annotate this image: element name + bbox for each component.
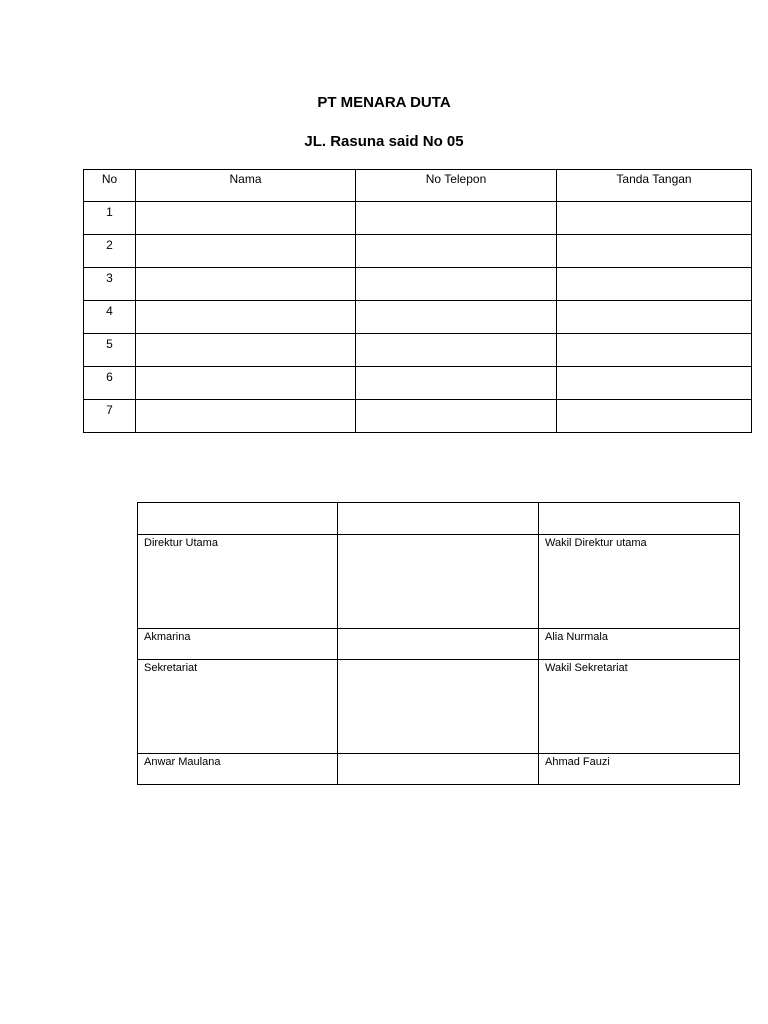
tanda-tangan-cell <box>557 235 752 268</box>
tanda-tangan-cell <box>557 301 752 334</box>
column-header-nama: Nama <box>136 170 356 202</box>
nama-cell <box>136 202 356 235</box>
attendance-header-row <box>84 170 752 202</box>
signature-blank-row <box>138 503 740 535</box>
blank-cell <box>338 754 539 785</box>
nama-cell <box>136 301 356 334</box>
tanda-tangan-cell <box>557 400 752 433</box>
row-number: 1 <box>84 202 136 235</box>
company-address: JL. Rasuna said No 05 <box>304 133 464 150</box>
table-row <box>84 235 752 268</box>
telepon-cell <box>356 400 557 433</box>
column-header-no-telepon: No Telepon <box>356 170 557 202</box>
sekretariat-title: Sekretariat <box>138 660 338 754</box>
table-row <box>84 400 752 433</box>
signature-name-row <box>138 754 740 785</box>
table-row <box>84 301 752 334</box>
telepon-cell <box>356 334 557 367</box>
column-header-tanda-tangan: Tanda Tangan <box>557 170 752 202</box>
row-number: 6 <box>84 367 136 400</box>
blank-cell <box>138 503 338 535</box>
table-row <box>84 202 752 235</box>
sekretariat-name: Anwar Maulana <box>138 754 338 785</box>
signature-title-row <box>138 660 740 754</box>
telepon-cell <box>356 367 557 400</box>
table-row <box>84 268 752 301</box>
nama-cell <box>136 400 356 433</box>
telepon-cell <box>356 268 557 301</box>
wakil-sekretariat-title: Wakil Sekretariat <box>539 660 740 754</box>
signature-name-row <box>138 629 740 660</box>
row-number: 4 <box>84 301 136 334</box>
wakil-sekretariat-name: Ahmad Fauzi <box>539 754 740 785</box>
blank-cell <box>539 503 740 535</box>
tanda-tangan-cell <box>557 202 752 235</box>
telepon-cell <box>356 235 557 268</box>
table-row <box>84 367 752 400</box>
blank-cell <box>338 660 539 754</box>
signature-title-row <box>138 535 740 629</box>
telepon-cell <box>356 301 557 334</box>
tanda-tangan-cell <box>557 268 752 301</box>
blank-cell <box>338 503 539 535</box>
table-row <box>84 334 752 367</box>
wakil-direktur-utama-title: Wakil Direktur utama <box>539 535 740 629</box>
nama-cell <box>136 235 356 268</box>
blank-cell <box>338 535 539 629</box>
tanda-tangan-cell <box>557 334 752 367</box>
row-number: 2 <box>84 235 136 268</box>
telepon-cell <box>356 202 557 235</box>
direktur-utama-name: Akmarina <box>138 629 338 660</box>
tanda-tangan-cell <box>557 367 752 400</box>
blank-cell <box>338 629 539 660</box>
signature-table <box>137 502 740 785</box>
nama-cell <box>136 268 356 301</box>
wakil-direktur-utama-name: Alia Nurmala <box>539 629 740 660</box>
nama-cell <box>136 334 356 367</box>
row-number: 5 <box>84 334 136 367</box>
column-header-no: No <box>84 170 136 202</box>
direktur-utama-title: Direktur Utama <box>138 535 338 629</box>
attendance-table <box>83 169 752 433</box>
company-name: PT MENARA DUTA <box>317 94 451 111</box>
nama-cell <box>136 367 356 400</box>
row-number: 7 <box>84 400 136 433</box>
row-number: 3 <box>84 268 136 301</box>
